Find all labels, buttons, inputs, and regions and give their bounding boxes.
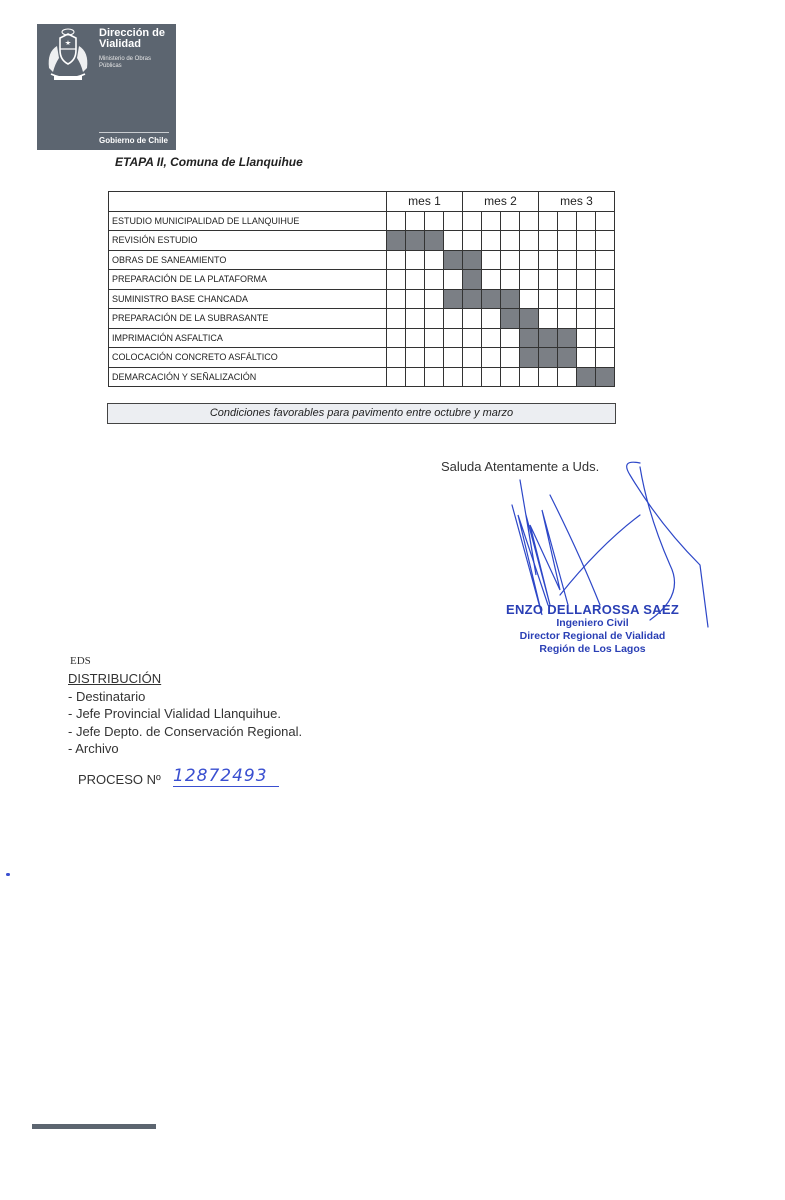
schedule-header-row [109, 192, 615, 212]
week-cell [463, 211, 482, 231]
week-cell [596, 309, 615, 329]
distribution-item: - Jefe Depto. de Conservación Regional. [68, 723, 303, 739]
week-cell-filled [558, 348, 577, 368]
week-cell [387, 289, 406, 309]
week-cell [425, 250, 444, 270]
week-cell-filled [558, 328, 577, 348]
week-cell [463, 309, 482, 329]
week-cell-filled [482, 289, 501, 309]
week-cell-filled [463, 289, 482, 309]
week-cell-filled [577, 367, 596, 387]
distribution-item: - Archivo [68, 741, 119, 756]
week-cell [406, 289, 425, 309]
week-cell [577, 328, 596, 348]
week-cell-filled [463, 270, 482, 290]
week-cell [539, 367, 558, 387]
week-cell [596, 250, 615, 270]
week-cell [425, 348, 444, 368]
chile-coat-of-arms-icon [43, 28, 93, 84]
week-cell [558, 250, 577, 270]
week-cell [577, 231, 596, 251]
week-cell-filled [596, 367, 615, 387]
week-cell [577, 250, 596, 270]
week-cell [520, 211, 539, 231]
week-cell-filled [539, 328, 558, 348]
week-cell [406, 367, 425, 387]
week-cell [577, 270, 596, 290]
week-cell [463, 231, 482, 251]
week-cell [387, 270, 406, 290]
ministry-logo [37, 24, 176, 150]
author-initials: EDS [70, 655, 91, 667]
week-cell [558, 231, 577, 251]
schedule-row [109, 328, 615, 348]
week-cell [520, 270, 539, 290]
week-cell [444, 270, 463, 290]
week-cell [482, 231, 501, 251]
week-cell-filled [406, 231, 425, 251]
week-cell [539, 231, 558, 251]
week-cell [520, 289, 539, 309]
week-cell [596, 289, 615, 309]
logo-title: Dirección de Vialidad [99, 27, 166, 50]
week-cell [520, 250, 539, 270]
week-cell-filled [501, 309, 520, 329]
week-cell [425, 289, 444, 309]
schedule-table [108, 191, 615, 387]
week-cell [501, 270, 520, 290]
week-cell [558, 367, 577, 387]
week-cell [444, 211, 463, 231]
week-cell [596, 328, 615, 348]
week-cell [539, 270, 558, 290]
week-cell [558, 270, 577, 290]
week-cell [425, 211, 444, 231]
distribution-heading: DISTRIBUCIÓN [68, 671, 162, 686]
task-label: PREPARACIÓN DE LA SUBRASANTE [109, 309, 387, 329]
logo-footer: Gobierno de Chile [99, 136, 168, 145]
week-cell [406, 270, 425, 290]
week-cell [596, 231, 615, 251]
week-cell [501, 231, 520, 251]
week-cell [482, 309, 501, 329]
week-cell [558, 289, 577, 309]
schedule-row [109, 211, 615, 231]
footer-bar [32, 1124, 156, 1129]
official-stamp [500, 602, 685, 656]
week-cell [406, 211, 425, 231]
logo-subtitle: Ministerio de Obras Públicas [99, 56, 152, 69]
week-cell-filled [463, 250, 482, 270]
task-label: ESTUDIO MUNICIPALIDAD DE LLANQUIHUE [109, 211, 387, 231]
week-cell [577, 211, 596, 231]
week-cell [406, 348, 425, 368]
task-label: DEMARCACIÓN Y SEÑALIZACIÓN [109, 367, 387, 387]
week-cell [444, 328, 463, 348]
week-cell [425, 367, 444, 387]
week-cell [387, 309, 406, 329]
week-cell [539, 250, 558, 270]
distribution-item: - Jefe Provincial Vialidad Llanquihue. [68, 706, 281, 721]
week-cell [425, 309, 444, 329]
schedule-row [109, 250, 615, 270]
week-cell-filled [539, 348, 558, 368]
week-cell [577, 348, 596, 368]
week-cell-filled [425, 231, 444, 251]
week-cell [425, 270, 444, 290]
process-label: PROCESO Nº [78, 772, 161, 787]
week-cell-filled [444, 250, 463, 270]
week-cell [387, 367, 406, 387]
week-cell [539, 211, 558, 231]
week-cell [501, 211, 520, 231]
week-cell [406, 250, 425, 270]
stage-heading: ETAPA II, Comuna de Llanquihue [115, 155, 303, 169]
week-cell [539, 309, 558, 329]
stamp-region: Región de Los Lagos [539, 643, 646, 655]
task-label: IMPRIMACIÓN ASFALTICA [109, 328, 387, 348]
week-cell [482, 250, 501, 270]
week-cell [482, 348, 501, 368]
week-cell [444, 367, 463, 387]
task-label: SUMINISTRO BASE CHANCADA [109, 289, 387, 309]
week-cell [387, 348, 406, 368]
schedule-header-blank [109, 192, 387, 212]
week-cell [463, 348, 482, 368]
week-cell [520, 231, 539, 251]
week-cell [425, 328, 444, 348]
month-header: mes 2 [463, 192, 539, 212]
week-cell [501, 367, 520, 387]
week-cell [501, 250, 520, 270]
week-cell [596, 211, 615, 231]
week-cell [444, 231, 463, 251]
task-label: REVISIÓN ESTUDIO [109, 231, 387, 251]
stamp-title: Ingeniero Civil [556, 617, 629, 629]
week-cell [577, 289, 596, 309]
schedule-row [109, 289, 615, 309]
week-cell [406, 328, 425, 348]
week-cell [482, 328, 501, 348]
stamp-name: ENZO DELLAROSSA SAEZ [506, 602, 680, 617]
week-cell [444, 348, 463, 368]
week-cell [387, 250, 406, 270]
process-number-handwritten: 12872493 [173, 766, 279, 787]
week-cell [387, 328, 406, 348]
schedule-row [109, 309, 615, 329]
schedule-row [109, 231, 615, 251]
week-cell [558, 309, 577, 329]
stamp-position: Director Regional de Vialidad [519, 630, 666, 642]
task-label: PREPARACIÓN DE LA PLATAFORMA [109, 270, 387, 290]
conditions-note: Condiciones favorables para pavimento entre octubre y marzo [107, 403, 616, 424]
week-cell-filled [444, 289, 463, 309]
week-cell [482, 270, 501, 290]
week-cell [482, 367, 501, 387]
week-cell [501, 348, 520, 368]
week-cell [501, 328, 520, 348]
week-cell-filled [387, 231, 406, 251]
week-cell-filled [520, 348, 539, 368]
week-cell [482, 211, 501, 231]
week-cell [387, 211, 406, 231]
week-cell-filled [520, 328, 539, 348]
week-cell [463, 367, 482, 387]
distribution-list [68, 670, 302, 758]
schedule-row [109, 348, 615, 368]
month-header: mes 1 [387, 192, 463, 212]
week-cell [577, 309, 596, 329]
week-cell-filled [520, 309, 539, 329]
week-cell [520, 367, 539, 387]
ink-dot [6, 873, 10, 876]
week-cell [463, 328, 482, 348]
week-cell [596, 348, 615, 368]
task-label: OBRAS DE SANEAMIENTO [109, 250, 387, 270]
schedule-row [109, 367, 615, 387]
week-cell-filled [501, 289, 520, 309]
week-cell [406, 309, 425, 329]
week-cell [539, 289, 558, 309]
week-cell [596, 270, 615, 290]
closing-salutation: Saluda Atentamente a Uds. [441, 459, 600, 474]
month-header: mes 3 [539, 192, 615, 212]
schedule-row [109, 270, 615, 290]
week-cell [444, 309, 463, 329]
distribution-item: - Destinatario [68, 688, 146, 704]
week-cell [558, 211, 577, 231]
task-label: COLOCACIÓN CONCRETO ASFÁLTICO [109, 348, 387, 368]
logo-divider [99, 132, 169, 133]
